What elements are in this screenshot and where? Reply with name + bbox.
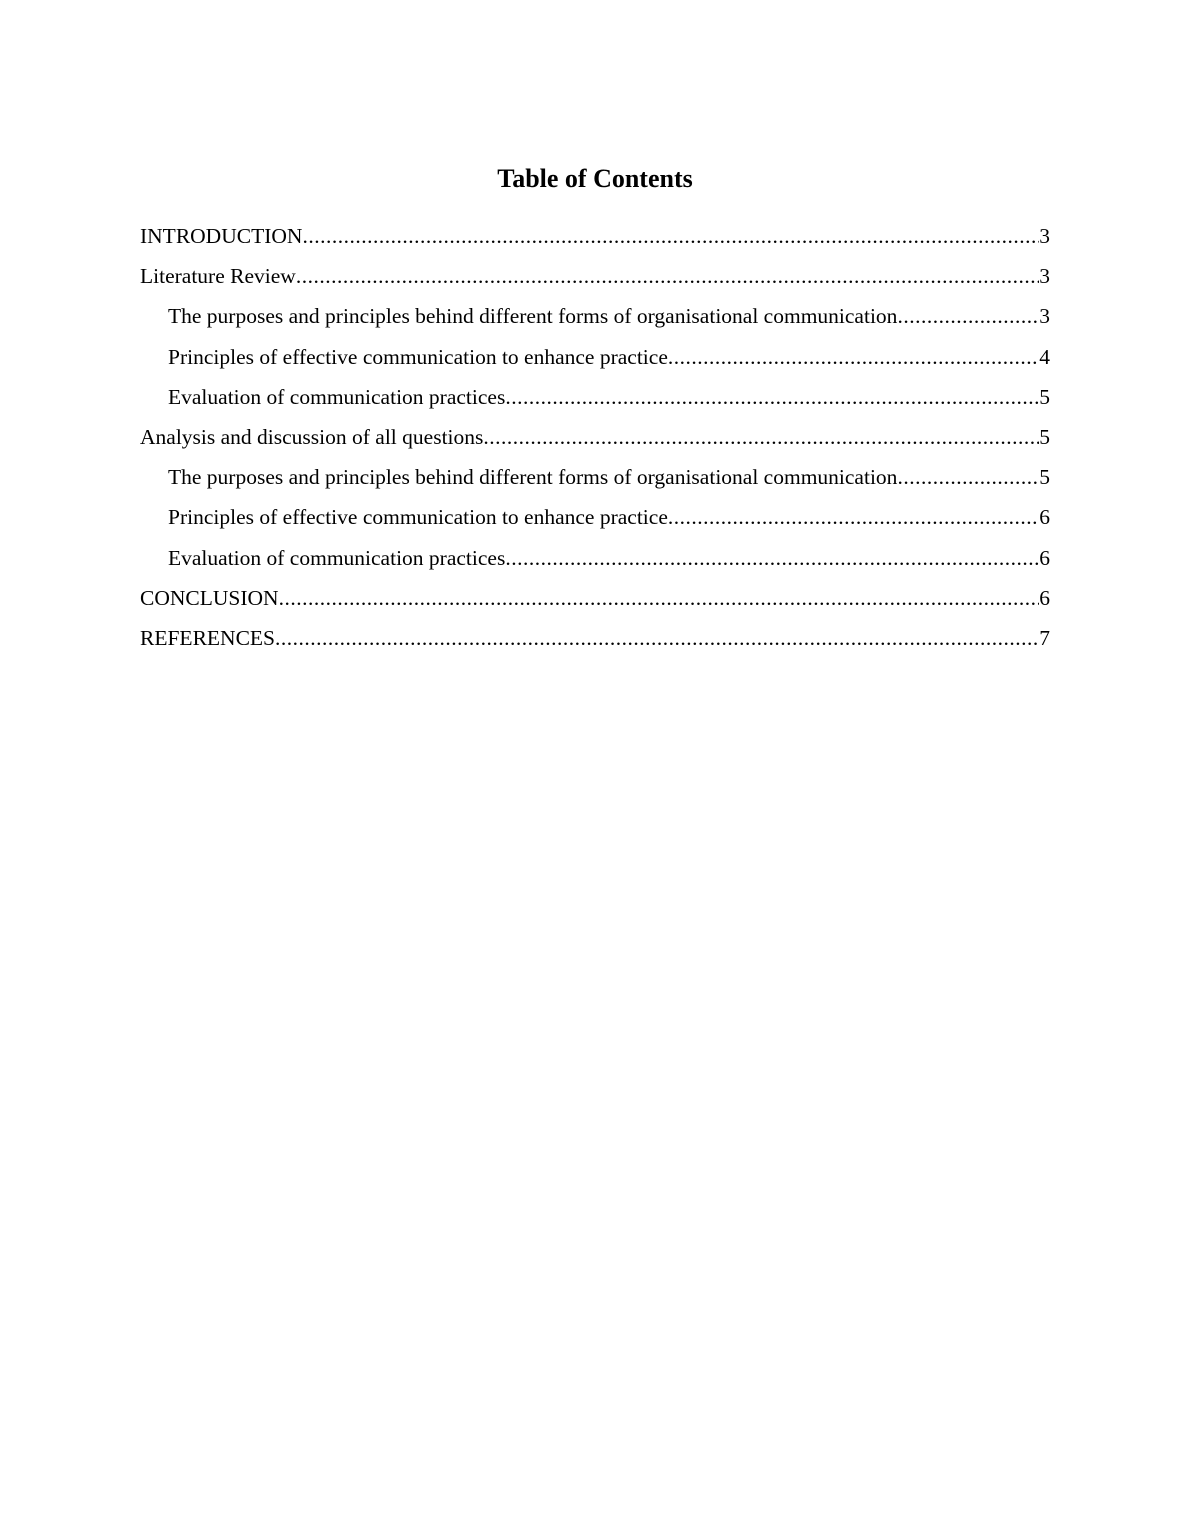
toc-entry-literature-review[interactable] <box>140 260 1050 300</box>
toc-entry-text: Principles of effective communication to enhance practice <box>168 344 668 369</box>
toc-leader-dots <box>279 582 1040 614</box>
toc-entry-page: 6 <box>1039 545 1050 570</box>
toc-list <box>140 220 1050 662</box>
toc-entry-text: INTRODUCTION <box>140 224 303 248</box>
toc-entry-evaluation[interactable] <box>140 381 1050 421</box>
toc-entry-page: 5 <box>1039 384 1050 409</box>
toc-entry-effective-communication[interactable] <box>140 341 1050 381</box>
toc-leader-dots <box>275 622 1039 654</box>
toc-entry-text: Principles of effective communication to enhance practice <box>168 505 668 530</box>
toc-entry-page: 3 <box>1039 224 1050 248</box>
toc-entry-references[interactable] <box>140 622 1050 662</box>
toc-leader-dots <box>505 381 1039 413</box>
toc-entry-purposes-principles-2[interactable] <box>140 461 1050 501</box>
toc-entry-effective-communication-2[interactable] <box>140 501 1050 541</box>
toc-entry-text: The purposes and principles behind different forms of organisational communication <box>168 304 898 329</box>
toc-entry-page: 3 <box>1039 304 1050 329</box>
toc-entry-page: 4 <box>1039 344 1050 369</box>
toc-leader-dots <box>668 341 1039 373</box>
toc-entry-text: Evaluation of communication practices <box>168 545 506 570</box>
toc-entry-text: Analysis and discussion of all questions <box>140 424 484 449</box>
toc-entry-introduction[interactable] <box>140 220 1050 260</box>
toc-entry-purposes-principles[interactable] <box>140 300 1050 340</box>
toc-leader-dots <box>505 542 1039 574</box>
toc-leader-dots <box>668 501 1039 533</box>
toc-entry-text: Literature Review <box>140 264 296 289</box>
toc-leader-dots <box>302 220 1039 252</box>
toc-entry-page: 5 <box>1039 424 1050 449</box>
toc-leader-dots <box>483 421 1039 453</box>
toc-entry-page: 7 <box>1039 625 1050 650</box>
toc-entry-evaluation-2[interactable] <box>140 542 1050 582</box>
toc-entry-analysis-discussion[interactable] <box>140 421 1050 461</box>
toc-entry-page: 3 <box>1039 264 1050 289</box>
toc-entry-text: The purposes and principles behind different forms of organisational communication <box>168 465 898 490</box>
toc-title: Table of Contents <box>497 164 693 193</box>
toc-entry-page: 6 <box>1039 585 1050 610</box>
toc-entry-text: CONCLUSION <box>140 585 279 610</box>
toc-entry-text: Evaluation of communication practices <box>168 384 506 409</box>
toc-leader-dots <box>897 461 1039 493</box>
toc-entry-page: 6 <box>1039 505 1050 530</box>
toc-entry-text: REFERENCES <box>140 625 275 650</box>
toc-leader-dots <box>296 260 1039 292</box>
toc-entry-conclusion[interactable] <box>140 582 1050 622</box>
toc-leader-dots <box>897 300 1039 332</box>
toc-entry-page: 5 <box>1039 465 1050 490</box>
